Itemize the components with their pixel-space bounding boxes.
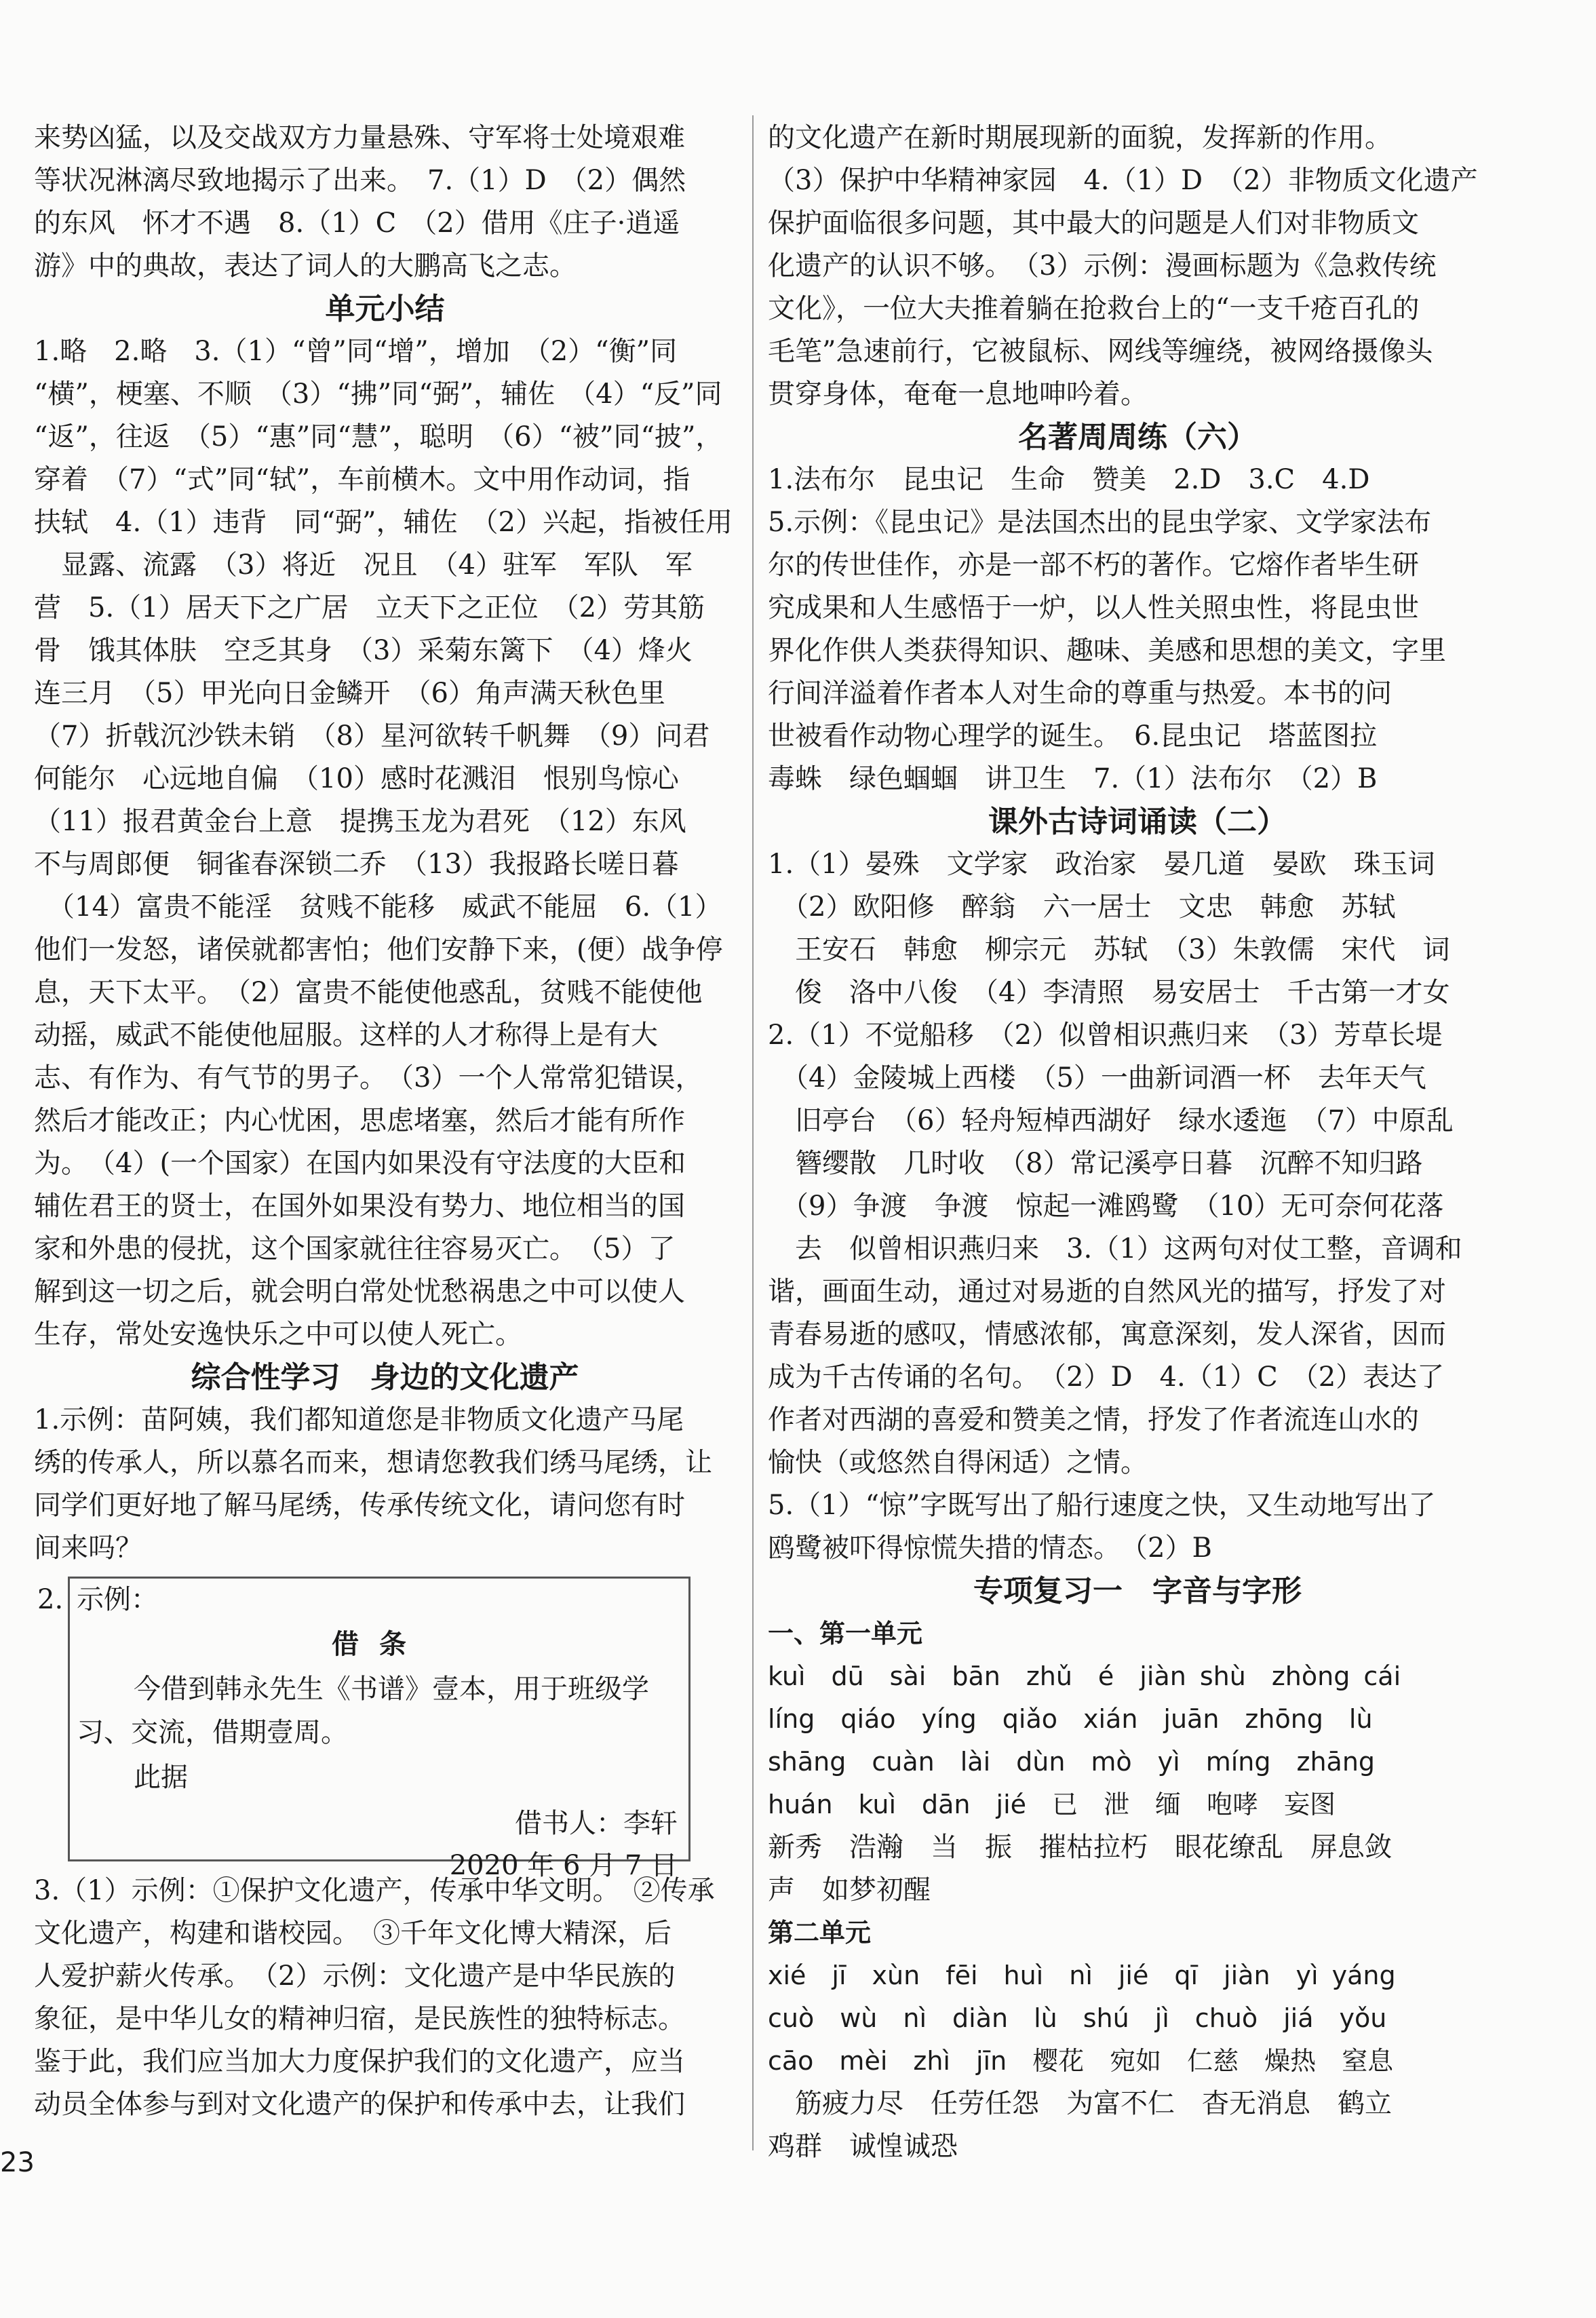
text-line: 何能尔 心远地自偏 （10）感时花溅泪 恨别鸟惊心 [34, 763, 679, 794]
text-line: 界化作供人类获得知识、趣味、美感和思想的美文，字里 [768, 635, 1446, 666]
pinyin-line: kuì dū sài bān zhǔ é jiàn shù zhòng cái [768, 1661, 1401, 1691]
pinyin-line: cuò wù nì diàn lù shú jì chuò jiá yǒu [768, 2003, 1387, 2033]
note-item-number: 2. [37, 1584, 64, 1615]
note-closing: 此据 [134, 1762, 188, 1793]
text-line: 他们一发怒，诸侯就都害怕；他们安静下来，(便）战争停 [34, 934, 723, 965]
text-line: 去 似曾相识燕归来 3.（1）这两句对仗工整，音调和 [768, 1233, 1462, 1264]
text-line: 的东风 怀才不遇 8.（1）C （2）借用《庄子·逍遥 [34, 208, 680, 239]
text-line: “横”，梗塞、不顺 （3）“拂”同“弼”，辅佐 （4）“反”同 [34, 379, 722, 410]
text-line: 王安石 韩愈 柳宗元 苏轼 （3）朱敦儒 宋代 词 [768, 934, 1450, 965]
text-line: 2.（1）不觉船移 （2）似曾相识燕归来 （3）芳草长堤 [768, 1020, 1443, 1051]
text-line: 贯穿身体，奄奄一息地呻吟着。 [768, 379, 1148, 410]
text-line: 连三月 （5）甲光向日金鳞开 （6）角声满天秋色里 [34, 678, 665, 709]
text-line: 鉴于此，我们应当加大力度保护我们的文化遗产，应当 [34, 2046, 685, 2077]
note-signature: 借书人：李轩 [515, 1808, 678, 1839]
pinyin-line: shāng cuàn lài dùn mò yì míng zhāng [768, 1747, 1376, 1777]
text-line: 青春易逝的感叹，情感浓郁，寓意深刻，发人深省，因而 [768, 1319, 1446, 1350]
loan-note-box [37, 1577, 690, 1881]
text-line: （9）争渡 争渡 惊起一滩鸥鹭 （10）无可奈何花落 [768, 1191, 1444, 1222]
text-line: 绣的传承人，所以慕名而来，想请您教我们绣马尾绣，让 [34, 1447, 712, 1478]
note-example-label: 示例： [77, 1584, 158, 1615]
pinyin-line: huán kuì dān jié 已 泄 缅 咆哮 妄图 [768, 1790, 1336, 1819]
text-line: （2）欧阳修 醉翁 六一居士 文忠 韩愈 苏轼 [768, 891, 1396, 923]
text-line: 等状况淋漓尽致地揭示了出来。 7.（1）D （2）偶然 [34, 165, 686, 196]
text-line: 毛笔”急速前行，它被鼠标、网线等缠绕，被网络摄像头 [768, 336, 1433, 367]
text-line: （7）折戟沉沙铁未销 （8）星河欲转千帆舞 （9）问君 [34, 720, 710, 752]
right-column [768, 117, 1507, 2168]
text-line: 人爱护薪火传承。 （2）示例：文化遗产是中华民族的 [34, 1960, 676, 1992]
note-body-line: 习、交流，借期壹周。 [77, 1717, 348, 1748]
subsection-heading: 第二单元 [768, 1918, 872, 1948]
text-line: 息，天下太平。 （2）富贵不能使他惑乱，贫贱不能使他 [34, 977, 703, 1008]
text-line: 1.（1）晏殊 文学家 政治家 晏几道 晏欧 珠玉词 [768, 849, 1435, 880]
section-heading: 综合性学习 身边的文化遗产 [191, 1360, 579, 1395]
text-line: （4）金陵城上西楼 （5）一曲新词酒一杯 去年天气 [768, 1062, 1426, 1094]
text-line: 解到这一切之后，就会明白常处忧愁祸患之中可以使人 [34, 1276, 685, 1307]
text-line: 1.示例：苗阿姨，我们都知道您是非物质文化遗产马尾 [34, 1404, 684, 1435]
text-line: 的文化遗产在新时期展现新的面貌，发挥新的作用。 [768, 122, 1392, 153]
text-line: 然后才能改正；内心忧困，思虑堵塞，然后才能有所作 [34, 1105, 685, 1136]
text-line: 志、有作为、有气节的男子。 （3）一个人常常犯错误， [34, 1062, 703, 1094]
text-line: 鸥鹭被吓得惊慌失措的情态。 （2）B [768, 1532, 1212, 1564]
text-line: 象征，是中华儿女的精神归宿，是民族性的独特标志。 [34, 2003, 685, 2034]
note-title: 借条 [332, 1629, 427, 1660]
text-line: 究成果和人生感悟于一炉，以人性关照虫性，将昆虫世 [768, 592, 1419, 623]
text-line: 文化》，一位大夫推着躺在抢救台上的“一支千疮百孔的 [768, 293, 1420, 324]
text-line: 尔的传世佳作，亦是一部不朽的著作。它熔作者毕生研 [768, 549, 1419, 581]
text-line: 声 如梦初醒 [768, 1874, 931, 1906]
text-line: 生存，常处安逸快乐之中可以使人死亡。 [34, 1319, 522, 1350]
text-line: 为。 （4）(一个国家）在国内如果没有守法度的大臣和 [34, 1148, 686, 1179]
text-line: 穿着 （7）“式”同“轼”，车前横木。文中用作动词，指 [34, 464, 690, 495]
text-line: 间来吗？ [34, 1532, 142, 1564]
text-line: 骨 饿其体肤 空乏其身 （3）采菊东篱下 （4）烽火 [34, 635, 693, 666]
text-line: “返”，往返 （5）“惠”同“慧”，聪明 （6）“被”同“披”， [34, 421, 723, 452]
text-line: 5.示例：《昆虫记》是法国杰出的昆虫学家、文学家法布 [768, 507, 1432, 538]
section-heading: 单元小结 [325, 292, 445, 326]
text-line: 3.（1）示例：①保护文化遗产，传承中华文明。 ②传承 [34, 1875, 715, 1906]
text-line: 世被看作动物心理学的诞生。 6.昆虫记 塔蓝图拉 [768, 720, 1378, 752]
section-heading: 专项复习一 字音与字形 [973, 1574, 1302, 1608]
text-line: 文化遗产，构建和谐校园。 ③千年文化博大精深，后 [34, 1918, 672, 1949]
text-line: 营 5.（1）居天下之广居 立天下之正位 （2）劳其筋 [34, 592, 705, 623]
text-line: 5.（1）“惊”字既写出了船行速度之快，又生动地写出了 [768, 1490, 1436, 1521]
pinyin-line: xié jī xùn fēi huì nì jié qī jiàn yì yáng [768, 1960, 1396, 1990]
text-line: 家和外患的侵扰，这个国家就往往容易灭亡。 （5）了 [34, 1233, 676, 1264]
text-line: （11）报君黄金台上意 提携玉龙为君死 （12）东风 [34, 806, 686, 837]
page-number: 23 [0, 2147, 35, 2178]
text-line: 化遗产的认识不够。 （3）示例：漫画标题为《急救传统 [768, 250, 1437, 282]
text-line: （3）保护中华精神家园 4.（1）D （2）非物质文化遗产 [768, 165, 1478, 196]
text-line: 1.略 2.略 3.（1）“曾”同“增”，增加 （2）“衡”同 [34, 336, 678, 367]
text-line: 毒蛛 绿色蝈蝈 讲卫生 7.（1）法布尔 （2）B [768, 763, 1378, 794]
text-line: 同学们更好地了解马尾绣，传承传统文化，请问您有时 [34, 1490, 685, 1521]
text-line: 来势凶猛，以及交战双方力量悬殊、守军将士处境艰难 [34, 122, 685, 153]
text-line: 新秀 浩瀚 当 振 摧枯拉朽 眼花缭乱 屏息敛 [768, 1832, 1392, 1863]
text-line: 成为千古传诵的名句。 （2）D 4.（1）C （2）表达了 [768, 1361, 1445, 1393]
text-line: 俊 洛中八俊 （4）李清照 易安居士 千古第一才女 [768, 977, 1450, 1008]
text-line: 扶轼 4.（1）违背 同“弼”，辅佐 （2）兴起，指被任用 [34, 507, 733, 538]
text-line: 鸡群 诚惶诚恐 [768, 2131, 958, 2162]
text-line: 显露、流露 （3）将近 况且 （4）驻军 军队 军 [34, 549, 693, 581]
note-date: 2020 年 6 月 7 日 [449, 1850, 678, 1881]
section-heading: 名著周周练（六） [1018, 420, 1257, 455]
text-line: 愉快（或悠然自得闲适）之情。 [768, 1447, 1148, 1478]
column-divider [752, 115, 754, 2150]
text-line: 行间洋溢着作者本人对生命的尊重与热爱。本书的问 [768, 678, 1392, 709]
pinyin-line: líng qiáo yíng qiǎo xián juān zhōng lù [768, 1704, 1373, 1734]
subsection-heading: 一、第一单元 [768, 1619, 923, 1648]
text-line: 保护面临很多问题，其中最大的问题是人们对非物质文 [768, 208, 1419, 239]
text-line: 作者对西湖的喜爱和赞美之情，抒发了作者流连山水的 [768, 1404, 1419, 1435]
note-body-line: 今借到韩永先生《书谱》壹本，用于班级学 [134, 1674, 649, 1705]
text-line: 动员全体参与到对文化遗产的保护和传承中去，让我们 [34, 2089, 685, 2120]
text-line: 不与周郎便 铜雀春深锁二乔 （13）我报路长嗟日暮 [34, 849, 679, 880]
pinyin-line: cāo mèi zhì jīn 樱花 宛如 仁慈 燥热 窒息 [768, 2046, 1394, 2076]
text-line: 旧亭台 （6）轻舟短棹西湖好 绿水逶迤 （7）中原乱 [768, 1105, 1454, 1136]
text-line: 谐，画面生动，通过对易逝的自然风光的描写，抒发了对 [768, 1276, 1446, 1307]
text-line: 1.法布尔 昆虫记 生命 赞美 2.D 3.C 4.D [768, 464, 1370, 495]
text-line: （14）富贵不能淫 贫贱不能移 威武不能屈 6.（1） [34, 891, 722, 923]
text-line: 游》中的典故，表达了词人的大鹏高飞之志。 [34, 250, 577, 282]
text-line: 辅佐君王的贤士，在国外如果没有势力、地位相当的国 [34, 1191, 685, 1222]
text-line: 动摇，威武不能使他屈服。这样的人才称得上是有大 [34, 1020, 658, 1051]
section-heading: 课外古诗词诵读（二） [988, 805, 1287, 839]
text-line: 簪缨散 几时收 （8）常记溪亭日暮 沉醉不知归路 [768, 1148, 1423, 1179]
left-column [34, 117, 736, 2126]
text-line: 筋疲力尽 任劳任怨 为富不仁 杳无消息 鹤立 [768, 2088, 1392, 2119]
